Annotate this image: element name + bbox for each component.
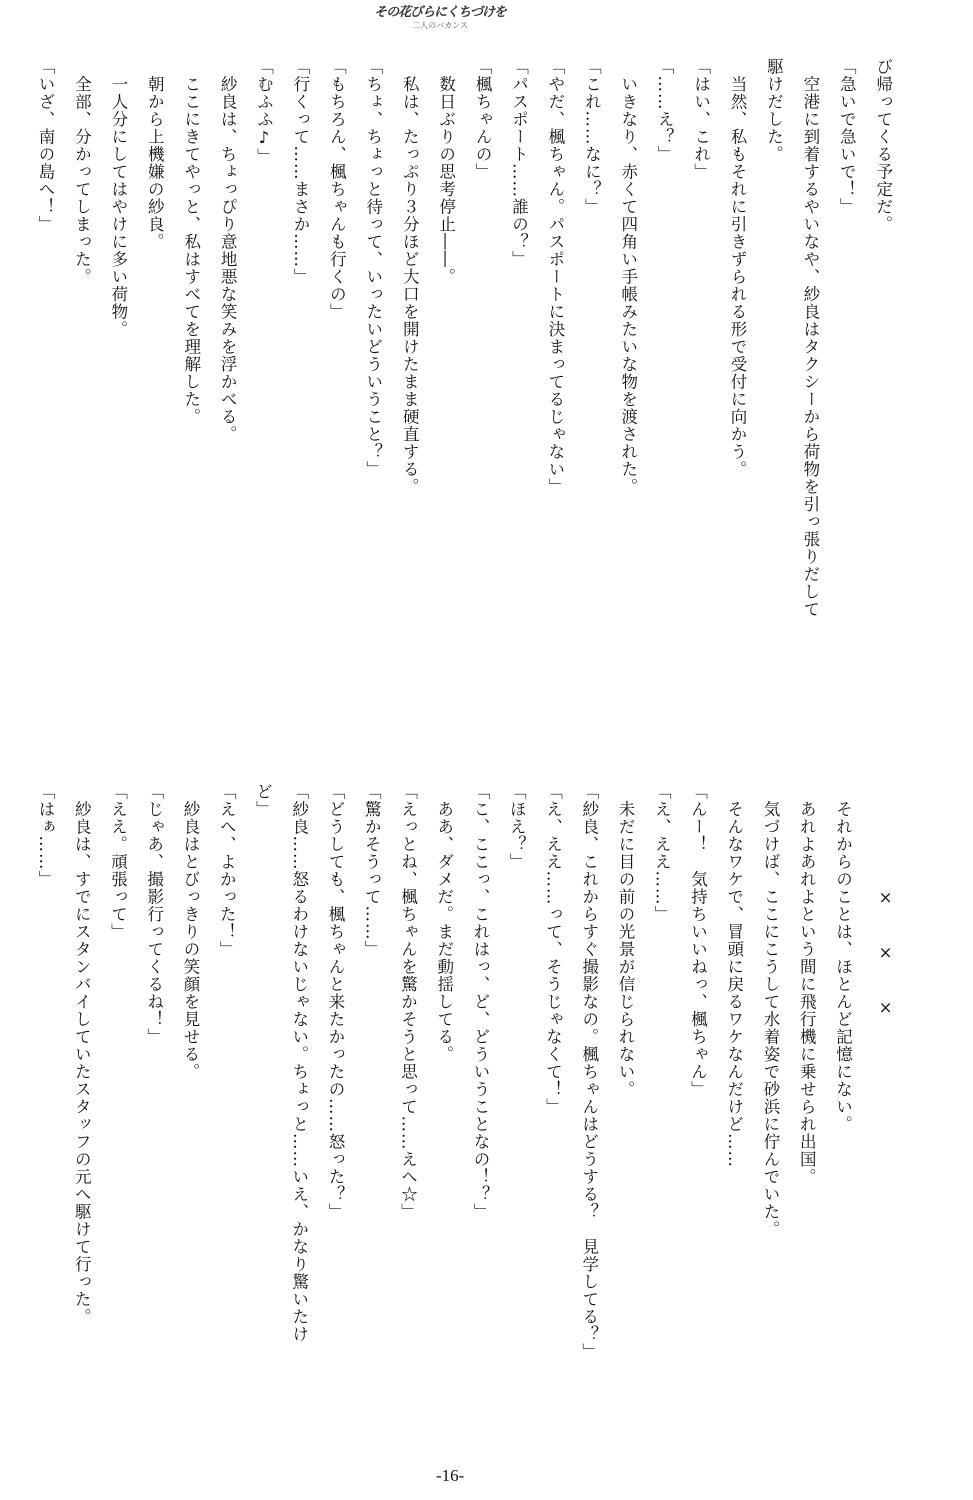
text-line: 朝から上機嫌の紗良。 [145, 58, 165, 251]
text-line: 紗良はとびっきりの笑顔を見せる。 [181, 783, 200, 1081]
text-line: 「はぁ……」 [36, 783, 55, 888]
text-line: 駆けだした。 [764, 58, 784, 163]
text-line: 空港に到着するやいなや、紗良はタクシーから荷物を引っ張りだして [800, 58, 820, 618]
text-line: 気づけば、ここにこうして水着姿で砂浜に佇んでいた。 [761, 783, 780, 1238]
text-line: 「急いで急いで！」 [837, 58, 857, 216]
text-line: 「これ……なに？」 [582, 58, 602, 216]
text-line: び帰ってくる予定だ。 [873, 58, 893, 233]
text-line: 「紗良、これからすぐ撮影なの。楓ちゃんはどうする？ 見学してる？」 [579, 783, 599, 1361]
text-line: いきなり、赤くて四角い手帳みたいな物を渡された。 [618, 58, 638, 496]
text-line: 全部、分かってしまった。 [72, 58, 92, 286]
text-line: 「どうしても、楓ちゃんと来たかったの……怒った？」 [326, 783, 345, 1221]
text-line: 「ちょ、ちょっと待って、いったいどういうこと？」 [363, 58, 383, 478]
text-block-bottom [30, 783, 900, 1443]
text-line: 当然、私もそれに引きずられる形で受付に向かう。 [728, 58, 748, 478]
text-line: 「驚かそうって……」 [362, 783, 382, 958]
text-line: そんなワケで、冒頭に戻るワケなんだけど…… [724, 783, 744, 1168]
text-line: ここにきてやっと、私はすべてを理解した。 [181, 58, 201, 426]
text-line: 一人分にしてはやけに多い荷物。 [108, 58, 128, 338]
text-line: 私は、たっぷり３分ほど大口を開けたまま硬直する。 [400, 58, 420, 496]
text-line: 「ええ。頑張って」 [108, 783, 128, 941]
text-line: 「えっとね、楓ちゃんを驚かそうと思って……えへ☆」 [398, 783, 418, 1221]
text-line: 数日ぶりの思考停止――。 [436, 58, 456, 286]
text-line: 「え、ええ……って、そうじゃなくて！」 [543, 783, 563, 1116]
text-line: 「ほえ？」 [507, 783, 527, 871]
text-line: 「楓ちゃんの」 [473, 58, 493, 181]
page-number: -16- [436, 1466, 465, 1485]
text-line: 「もちろん、楓ちゃんも行くの」 [327, 58, 347, 321]
text-line: 「パスポート……誰の？」 [509, 58, 529, 268]
text-line: 「紗良……怒るわけないじゃない。ちょっと……いえ、かなり驚いたけ [289, 783, 309, 1343]
text-line: 「んー！ 気持ちいいねっ、楓ちゃん」 [688, 783, 708, 1098]
text-line: 「え、ええ……」 [652, 783, 672, 923]
running-header-subtitle: 二人のバカンス [412, 21, 468, 30]
running-header-title: その花びらにくちづけを [374, 5, 506, 20]
text-line: あれよあれよという間に飛行機に乗せられ出国。 [797, 783, 817, 1186]
scene-break: × × × [876, 783, 895, 1018]
text-line: 「はい、これ」 [691, 58, 711, 181]
text-line: 「いざ、南の島へ！」 [36, 58, 55, 233]
text-line: 「こ、ここっ、これはっ、ど、どういうことなの！？」 [471, 783, 490, 1221]
text-line: 「……え？」 [655, 58, 675, 163]
text-line: 紗良は、すでにスタンバイしていたスタッフの元へ駆けて行った。 [72, 783, 92, 1326]
text-line: 「えへ、よかった！」 [217, 783, 237, 958]
text-line: 未だに目の前の光景が信じられない。 [616, 783, 635, 1098]
text-line: 「やだ、楓ちゃん。パスポートに決まってるじゃない」 [545, 58, 565, 496]
text-line: 「行くって……まさか……」 [290, 58, 310, 286]
text-line: それからのことは、ほとんど記憶にない。 [833, 783, 853, 1133]
text-block-top [30, 58, 898, 718]
text-line: ど」 [253, 783, 273, 818]
text-line: ああ、ダメだ。まだ動揺してる。 [434, 783, 454, 1063]
text-line: 紗良は、ちょっぴり意地悪な笑みを浮かべる。 [218, 58, 238, 443]
text-line: 「じゃあ、撮影行ってくるね！」 [144, 783, 164, 1046]
text-line: 「むふふ♪」 [254, 58, 274, 166]
